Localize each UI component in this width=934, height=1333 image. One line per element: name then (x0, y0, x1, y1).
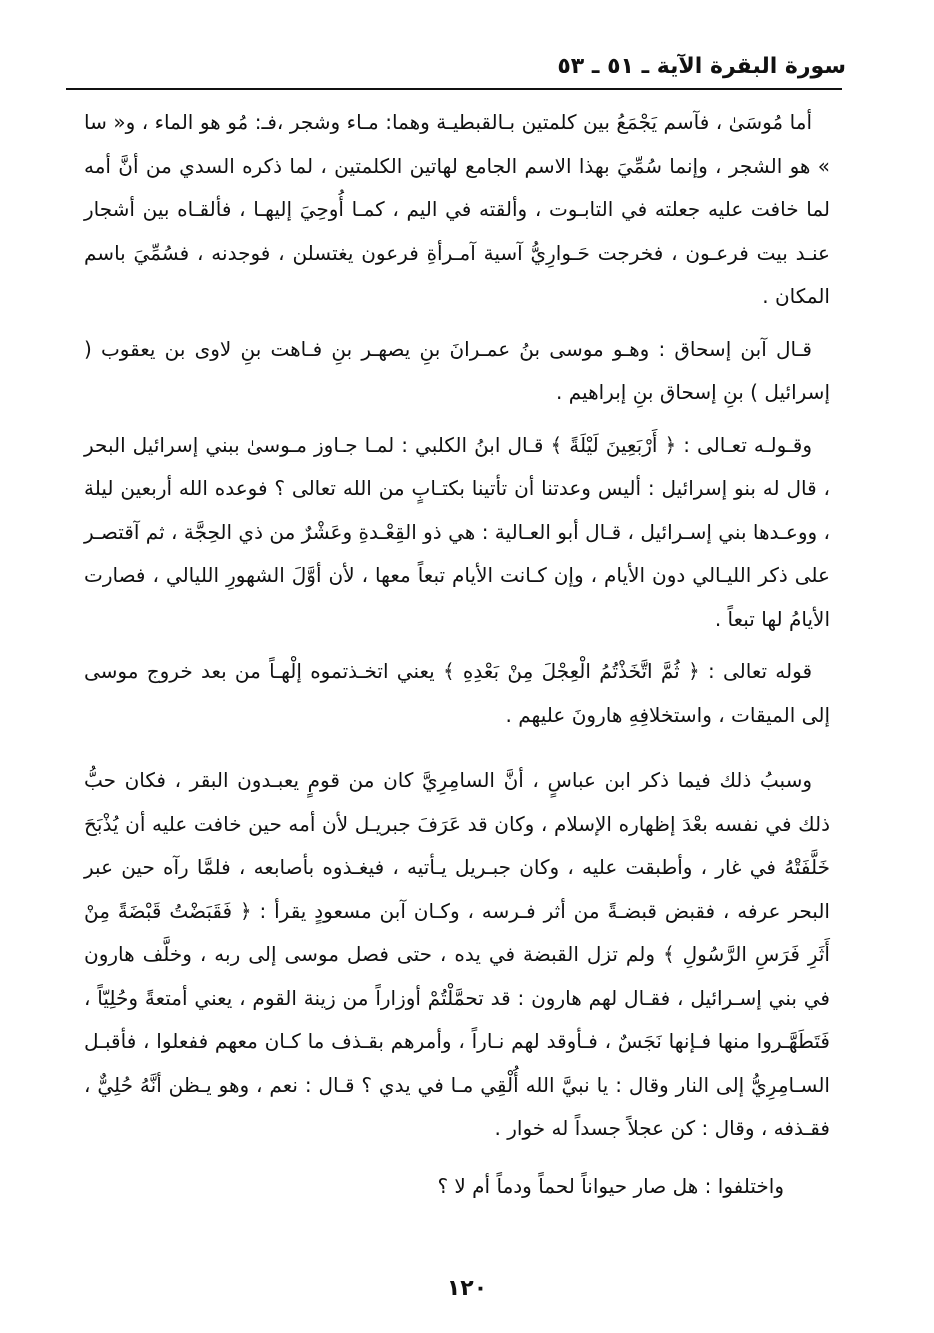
header-rule (66, 88, 842, 90)
paragraph: واختلفوا : هل صار حيواناً لحماً ودماً أم لا ؟ (437, 1173, 784, 1198)
paragraph: قوله تعالى : ﴿ ثُمَّ اتَّخَذْتُمُ الْعِجْلَ مِنْ بَعْدِهِ ﴾ يعني اتخـذتموه إلْهـاً من بعد خروج موسى إلى الميقات ، واستخلافِهِ هارونَ عليهم . (84, 659, 830, 727)
paragraph: وقـولـه تعـالى : ﴿ أَرْبَعِينَ لَيْلَةً ﴾ قـال ابنُ الكلبي : لمـا جـاوز مـوسىٰ ببني إسرائيل البحر ، قال له بنو إسرائيل : أليس وعدتنا أن تأتينا بكتـابٍ من الله تعالى ؟ فوعده الله أربعين ليلة ، ووعـدها بني إسـرائيل ، قـال أبو العـالية : هي ذو القِعْـدةِ وعَشْرٌ من ذي الحِجَّة ، ثم آقتصـر على ذكر الليـالي دون الأيام ، وإن كـانت الأيام تبعاً معها ، لأن أوَّلَ الشهورِ الليالي ، فصارت الأيامُ لها تبعاً . (84, 432, 830, 631)
paragraph: قـال آبن إسحاق : وهـو موسى بنُ عمـرانَ بنِ يصهـر بنِ فـاهت بنِ لاوى بن يعقوب ( إسرائيل ) بنِ إسحاق بنِ إبراهيم . (84, 336, 830, 404)
running-header: سورة البقرة الآية ـ ٥١ ـ ٥٣ (557, 54, 846, 79)
body-text (84, 101, 830, 1208)
paragraph: وسببُ ذلك فيما ذكر ابن عباسٍ ، أنَّ السامِرِيَّ كان من قومٍ يعبـدون البقر ، فكان حبُّ ذلك في نفسه بعْدَ إظهاره الإسلام ، وكان قد عَرَفَ جبريـل لأن أمه حين خافت عليه أن يُذْبَحَ خَلَّفَتْهُ في غار ، وأطبقت عليه ، وكان جبـريل يـأتيه ، فيغـذوه بأصابعه ، فلمَّا رآه حين عبر البحر عرفه ، فقبض قبضـةً من أثر فـرسه ، وكـان آبن مسعودٍ يقرأ : ﴿ فَقَبَضْتُ قَبْضَةً مِنْ أَثَرِ فَرَسِ الرَّسُولِ ﴾ ولم تزل القبضة في يده ، حتى فصل موسى إلى ربه ، وخلَّف هارون في بني إسـرائيل ، فقـال لهم هارون : قد تحمَّلْتُمْ أوزاراً من زينة القوم ، يعني أمتعةً وحُلِيّاً ، فَتَطَهَّـروا منها فـإنها نَجَسٌ ، فـأوقد لهم نـاراً ، وأمرهم بقـذف ما كـان معهم ففعلوا ، فأقبـل السـامِرِيُّ إلى النار وقال : يا نبيَّ الله أُلْقِي مـا في يدي ؟ قـال : نعم ، وهو يـظن أنَّهُ حُلِيٌّ ، فقـذفه ، وقال : كن عجلاً جسداً له خوار . (84, 768, 830, 1140)
paragraph: أما مُوسَىٰ ، فآسم يَجْمَعُ بين كلمتين بـالقبطيـة وهما: مـاء وشجر ،فـ: مُو هو الماء ، و« سا » هو الشجر ، وإنما سُمِّيَ بهذا الاسم الجامع لهاتين الكلمتين ، لما ذكره السدي من أنَّ أمه لما خافت عليه جعلته في التابـوت ، وألقته في اليم ، كمـا أُوحِيَ إليهـا ، فألقـاه بين أشجار عنـد بيت فرعـون ، فخرجت حَـوارِيُّ آسية آمـرأةِ فرعون يغتسلن ، فوجدنه ، فسُمِّيَ باسم المكان . (84, 110, 830, 308)
page-number: ١٢٠ (446, 1276, 488, 1301)
